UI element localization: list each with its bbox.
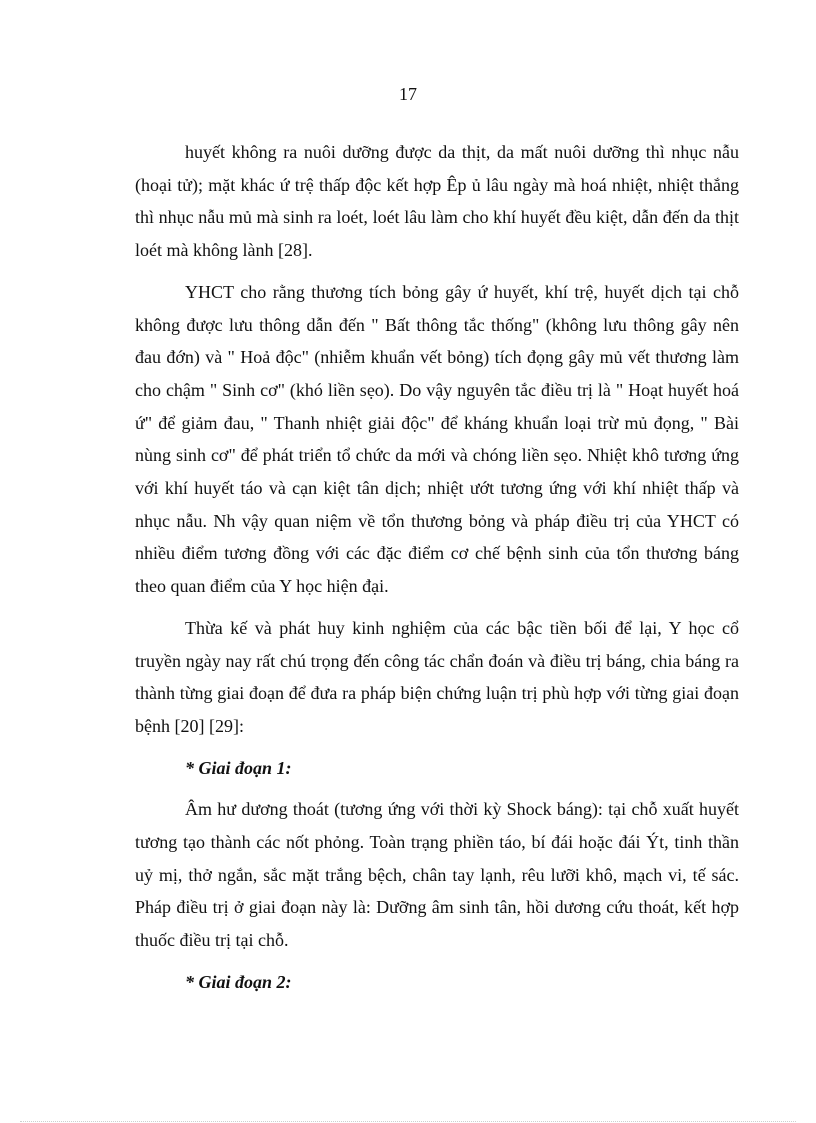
- paragraph-yhct-principles: YHCT cho rằng thương tích bỏng gây ứ huyết, khí trệ, huyết dịch tại chỗ không được lưu thông dẫn đến " Bất thông tắc thống" (không lưu thông gây nên đau đớn) và " Hoả độc" (nhiễm khuẩn vết bỏng) tích đọng gây mủ vết thương làm cho chậm " Sinh cơ" (khó liền sẹo). Do vậy nguyên tắc điều trị là " Hoạt huyết hoá ứ" để giảm đau, " Thanh nhiệt giải độc" để kháng khuẩn loại trừ mủ đọng, " Bài nùng sinh cơ" để phát triển tổ chức da mới và chóng liền sẹo. Nhiệt khô tương ứng với khí huyết táo và cạn kiệt tân dịch; nhiệt ướt tương ứng với khí nhiệt thấp và nhục nẫu. Nh vậy quan niệm về tổn thương bỏng và pháp điều trị của YHCT có nhiều điểm tương đồng với các đặc điểm cơ chế bệnh sinh của tổn thương báng theo quan điểm của Y học hiện đại.: [135, 281, 739, 597]
- paragraph-stage-1: Âm hư dương thoát (tương ứng với thời kỳ Shock báng): tại chỗ xuất huyết tương tạo thành các nốt phỏng. Toàn trạng phiền táo, bí đái hoặc đái Ýt, tinh thần uỷ mị, thở ngắn, sắc mặt trắng bệch, chân tay lạnh, rêu lưỡi khô, mạch vi, tế sác. Pháp điều trị ở giai đoạn này là: Dưỡng âm sinh tân, hồi dương cứu thoát, kết hợp thuốc điều trị tại chỗ.: [135, 799, 739, 951]
- paragraph-stages-intro: Thừa kế và phát huy kinh nghiệm của các bậc tiền bối để lại, Y học cổ truyền ngày nay rất chú trọng đến công tác chẩn đoán và điều trị báng, chia báng ra thành từng giai đoạn để đưa ra pháp biện chứng luận trị phù hợp với từng giai đoạn bệnh [20] [29]:: [135, 617, 739, 736]
- page-number: 17: [399, 84, 417, 104]
- document-body: [135, 136, 739, 1008]
- heading-stage-1: * Giai đoạn 1:: [185, 757, 292, 778]
- paragraph-continuation: huyết không ra nuôi dưỡng được da thịt, da mất nuôi dưỡng thì nhục nẫu (hoại tử); mặt khác ứ trệ thấp độc kết hợp Êp ủ lâu ngày mà hoá nhiệt, nhiệt thắng thì nhục nẫu mủ mà sinh ra loét, loét lâu làm cho khí huyết đều kiệt, dẫn đến da thịt loét mà không lành [28].: [135, 142, 739, 261]
- heading-stage-2: * Giai đoạn 2:: [185, 971, 292, 992]
- page-bottom-divider: [20, 1121, 796, 1122]
